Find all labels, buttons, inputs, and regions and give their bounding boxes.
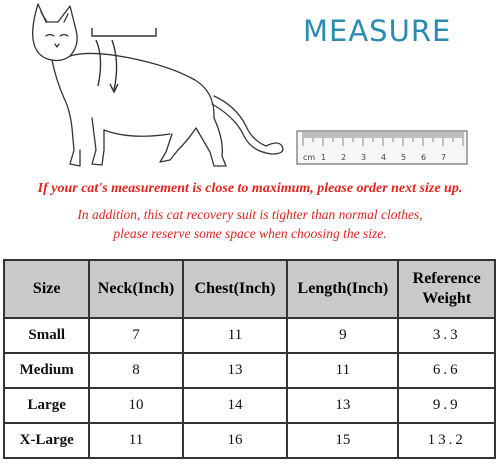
table-header-row xyxy=(4,260,495,318)
sizing-warning: If your cat's measurement is close to maximum, please order next size up. xyxy=(37,181,463,196)
column-header-weight: Reference Weight xyxy=(398,260,495,318)
size-cell: X-Large xyxy=(4,423,89,458)
table-row xyxy=(4,423,495,458)
size-chart-table xyxy=(3,259,496,459)
table-row xyxy=(4,353,495,388)
table-row xyxy=(4,388,495,423)
table-row xyxy=(4,318,495,353)
column-header-size: Size xyxy=(4,260,89,318)
neck-marker-icon xyxy=(92,28,156,92)
weight-cell: 9.9 xyxy=(398,388,495,423)
ruler-tick-label: 7 xyxy=(441,153,447,162)
ruler-tick-label: 5 xyxy=(401,153,407,162)
page-title: MEASURE xyxy=(303,14,452,48)
neck-cell: 8 xyxy=(89,353,182,388)
column-header-neck: Neck(Inch) xyxy=(89,260,182,318)
length-cell: 15 xyxy=(287,423,398,458)
chest-cell: 16 xyxy=(183,423,288,458)
neck-cell: 10 xyxy=(89,388,182,423)
cat-outline-icon xyxy=(33,4,283,166)
ruler-tick-label: 3 xyxy=(361,153,367,162)
weight-cell: 6.6 xyxy=(398,353,495,388)
ruler-tick-label: 2 xyxy=(341,153,347,162)
length-cell: 11 xyxy=(287,353,398,388)
ruler-tick-label: 6 xyxy=(421,153,427,162)
chest-cell: 13 xyxy=(183,353,288,388)
ruler-tick-label: 1 xyxy=(321,153,327,162)
chest-cell: 11 xyxy=(183,318,288,353)
length-cell: 9 xyxy=(287,318,398,353)
chest-cell: 14 xyxy=(183,388,288,423)
ruler-unit-label: cm xyxy=(303,153,316,162)
column-header-length: Length(Inch) xyxy=(287,260,398,318)
sizing-note-line: In addition, this cat recovery suit is tighter than normal clothes, xyxy=(77,207,423,222)
sizing-note-line: please reserve some space when choosing the size. xyxy=(113,226,387,241)
column-header-chest: Chest(Inch) xyxy=(183,260,288,318)
neck-cell: 11 xyxy=(89,423,182,458)
size-cell: Small xyxy=(4,318,89,353)
sizing-note xyxy=(0,205,500,243)
length-cell: 13 xyxy=(287,388,398,423)
weight-cell: 13.2 xyxy=(398,423,495,458)
size-cell: Large xyxy=(4,388,89,423)
neck-cell: 7 xyxy=(89,318,182,353)
size-cell: Medium xyxy=(4,353,89,388)
weight-cell: 3.3 xyxy=(398,318,495,353)
ruler-tick-label: 4 xyxy=(381,153,387,162)
